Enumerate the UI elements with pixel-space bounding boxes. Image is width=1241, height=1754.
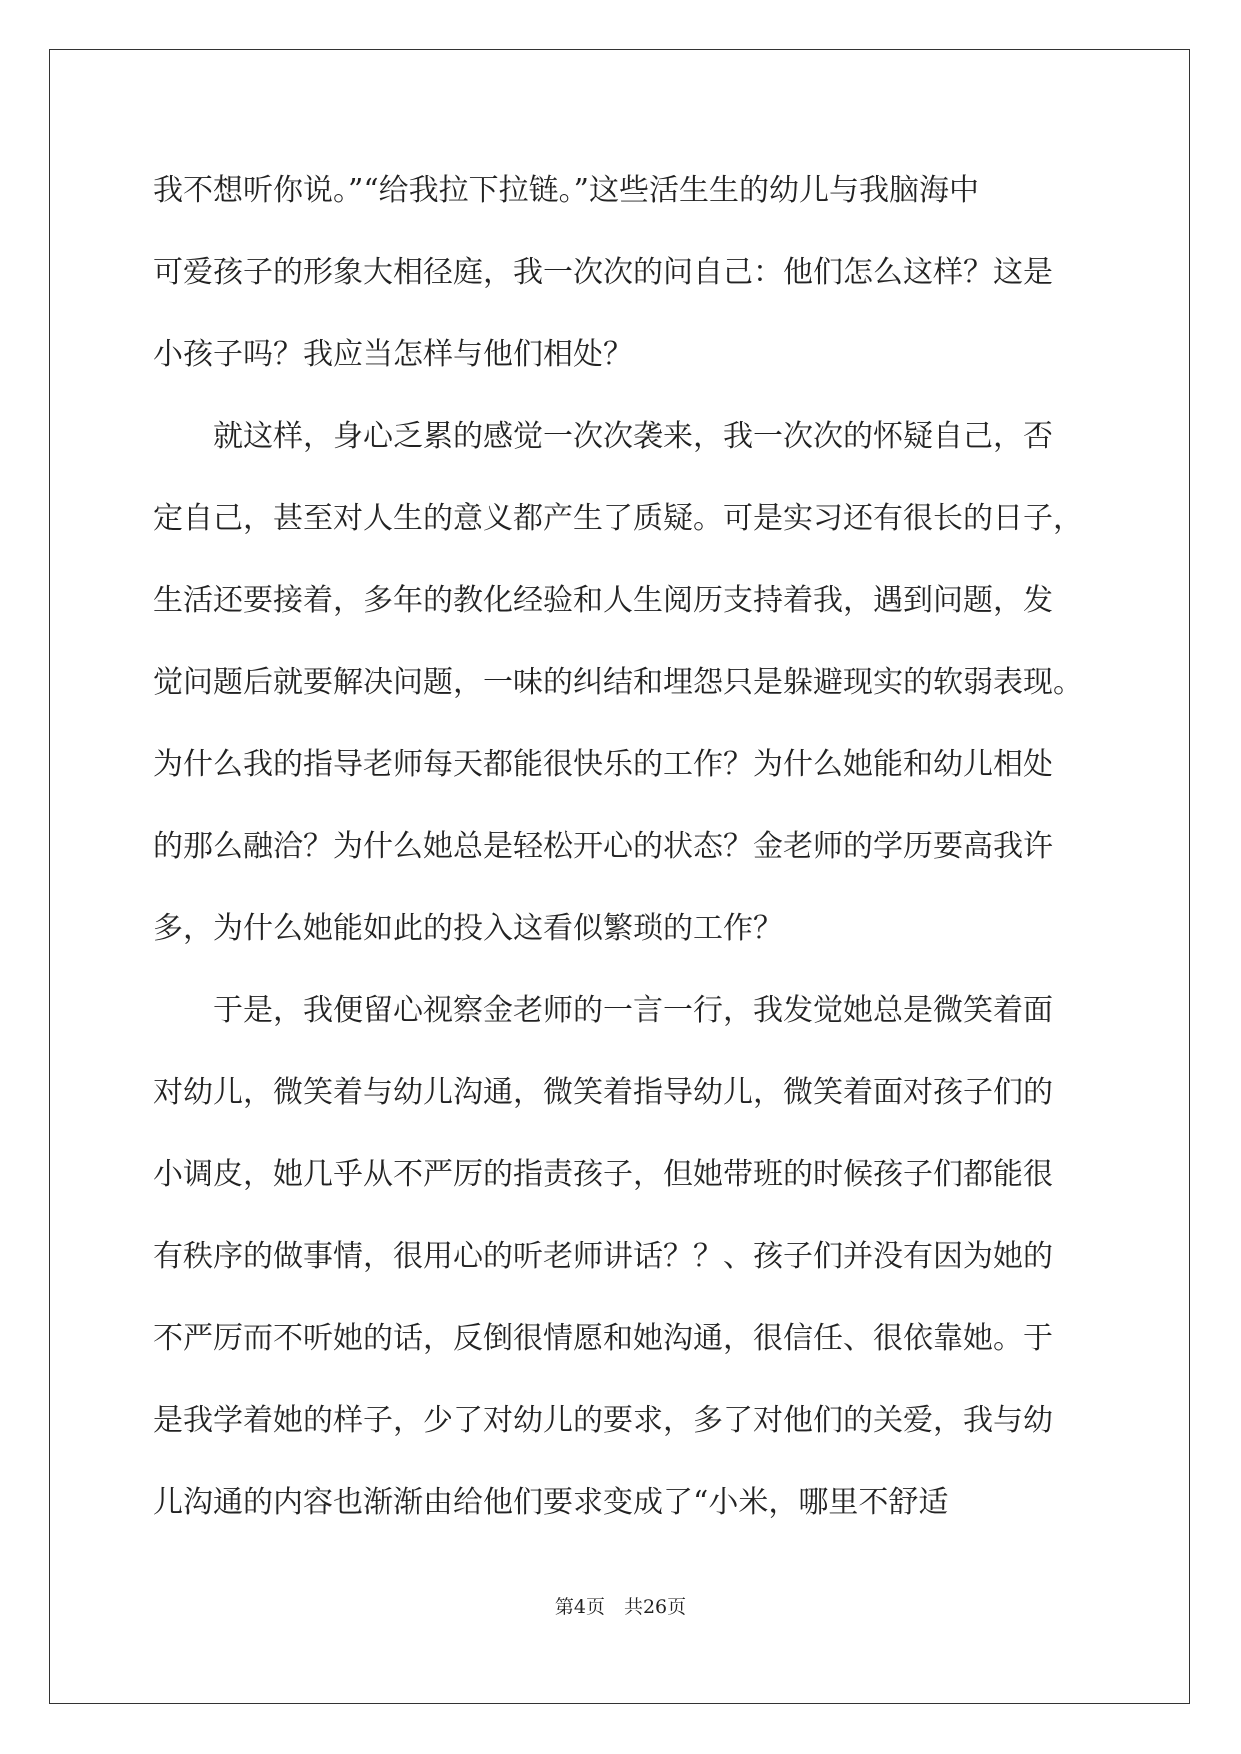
text-line-10: 多，为什么她能如此的投入这看似繁琐的工作？ xyxy=(153,911,783,946)
text-line-2: 可爱孩子的形象大相径庭，我一次次的问自己：他们怎么这样？这是 xyxy=(153,255,1053,290)
document-body xyxy=(153,150,1103,1544)
page-number-footer: 第4页 共26页 xyxy=(554,1596,687,1618)
paragraph-start-line: 于是，我便留心视察金老师的一言一行，我发觉她总是微笑着面 xyxy=(213,993,1053,1028)
text-line-15: 不严厉而不听她的话，反倒很情愿和她沟通，很信任、很依靠她。于 xyxy=(153,1321,1053,1356)
text-line-13: 小调皮，她几乎从不严厉的指责孩子，但她带班的时候孩子们都能很 xyxy=(153,1157,1053,1192)
text-line-16: 是我学着她的样子，少了对幼儿的要求，多了对他们的关爱，我与幼 xyxy=(153,1403,1053,1438)
text-line-7: 觉问题后就要解决问题，一味的纠结和埋怨只是躲避现实的软弱表现。 xyxy=(153,665,1083,700)
text-line-3: 小孩子吗？我应当怎样与他们相处？ xyxy=(153,337,633,372)
text-line-8: 为什么我的指导老师每天都能很快乐的工作？为什么她能和幼儿相处 xyxy=(153,747,1053,782)
text-line-12: 对幼儿，微笑着与幼儿沟通，微笑着指导幼儿，微笑着面对孩子们的 xyxy=(153,1075,1053,1110)
text-line-17: 儿沟通的内容也渐渐由给他们要求变成了“小米，哪里不舒适 xyxy=(153,1485,949,1520)
text-line-1: 我不想听你说。”“给我拉下拉链。”这些活生生的幼儿与我脑海中 xyxy=(153,173,980,208)
paragraph-start-line: 就这样，身心乏累的感觉一次次袭来，我一次次的怀疑自己，否 xyxy=(213,419,1053,454)
text-line-5: 定自己，甚至对人生的意义都产生了质疑。可是实习还有很长的日子， xyxy=(153,501,1083,536)
text-line-6: 生活还要接着，多年的教化经验和人生阅历支持着我，遇到问题，发 xyxy=(153,583,1053,618)
text-line-9: 的那么融洽？为什么她总是轻松开心的状态？金老师的学历要高我许 xyxy=(153,829,1053,864)
text-line-14: 有秩序的做事情，很用心的听老师讲话？？、孩子们并没有因为她的 xyxy=(153,1239,1053,1274)
